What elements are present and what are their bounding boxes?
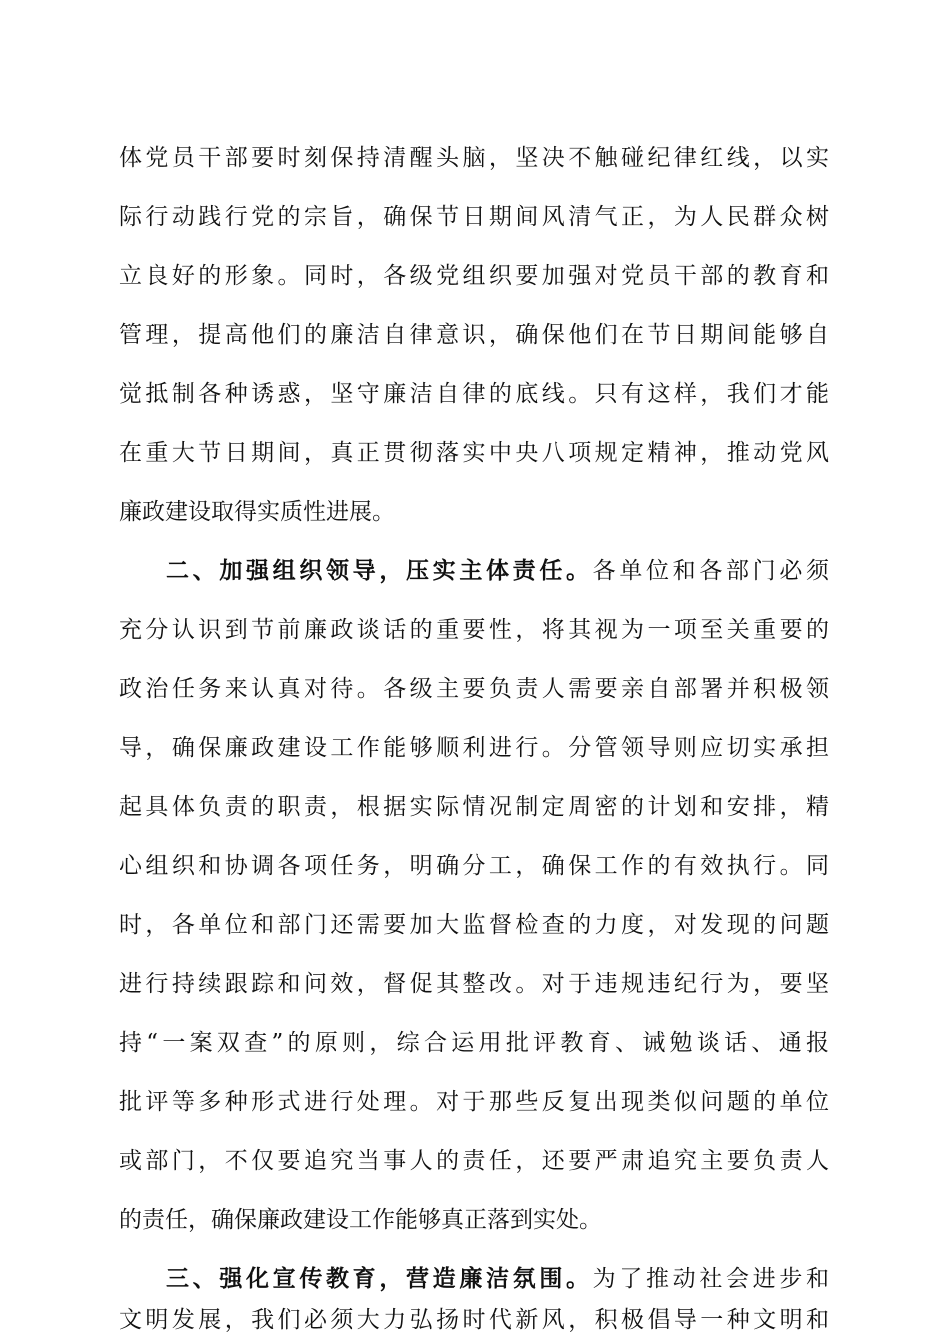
paragraph-3-first-line: [166, 1259, 829, 1299]
paragraph-2-line-9: 持“一案双查”的原则，综合运用批评教育、诫勉谈话、通报: [119, 1030, 829, 1056]
paragraph-2-line-6: 心组织和协调各项任务，明确分工，确保工作的有效执行。同: [119, 853, 829, 879]
paragraph-2-first-line-text: 各单位和各部门必须: [592, 558, 830, 584]
paragraph-2-line-5: 起具体负责的职责，根据实际情况制定周密的计划和安排，精: [119, 794, 829, 820]
paragraph-2-line-4: 导，确保廉政建设工作能够顺利进行。分管领导则应切实承担: [119, 735, 829, 761]
paragraph-2-line-8: 进行持续跟踪和问效，督促其整改。对于违规违纪行为，要坚: [119, 971, 829, 997]
section-heading-2: 二、加强组织领导，压实主体责任。: [166, 558, 593, 584]
section-heading-3: 三、强化宣传教育，营造廉洁氛围。: [166, 1266, 593, 1292]
paragraph-3-first-line-text: 为了推动社会进步和: [592, 1266, 830, 1292]
paragraph-1-line-1: 体党员干部要时刻保持清醒头脑，坚决不触碰纪律红线，以实: [119, 145, 829, 171]
paragraph-2-line-11: 或部门，不仅要追究当事人的责任，还要严肃追究主要负责人: [119, 1148, 829, 1174]
paragraph-2-line-7: 时，各单位和部门还需要加大监督检查的力度，对发现的问题: [119, 912, 829, 938]
paragraph-2-first-line: [166, 551, 829, 591]
paragraph-3-line-2: 文明发展，我们必须大力弘扬时代新风，积极倡导一种文明和: [119, 1307, 829, 1333]
paragraph-1-line-5: 觉抵制各种诱惑，坚守廉洁自律的底线。只有这样，我们才能: [119, 381, 829, 407]
paragraph-2-line-3: 政治任务来认真对待。各级主要负责人需要亲自部署并积极领: [119, 676, 829, 702]
paragraph-1-line-3: 立良好的形象。同时，各级党组织要加强对党员干部的教育和: [119, 263, 829, 289]
paragraph-1-line-7: 廉政建设取得实质性进展。: [119, 499, 395, 525]
paragraph-2-line-12: 的责任，确保廉政建设工作能够真正落到实处。: [119, 1207, 602, 1233]
paragraph-2-line-10: 批评等多种形式进行处理。对于那些反复出现类似问题的单位: [119, 1089, 829, 1115]
paragraph-1-line-6: 在重大节日期间，真正贯彻落实中央八项规定精神，推动党风: [119, 440, 829, 466]
paragraph-1-line-4: 管理，提高他们的廉洁自律意识，确保他们在节日期间能够自: [119, 322, 829, 348]
paragraph-2-line-2: 充分认识到节前廉政谈话的重要性，将其视为一项至关重要的: [119, 617, 829, 643]
paragraph-1-line-2: 际行动践行党的宗旨，确保节日期间风清气正，为人民群众树: [119, 204, 829, 230]
